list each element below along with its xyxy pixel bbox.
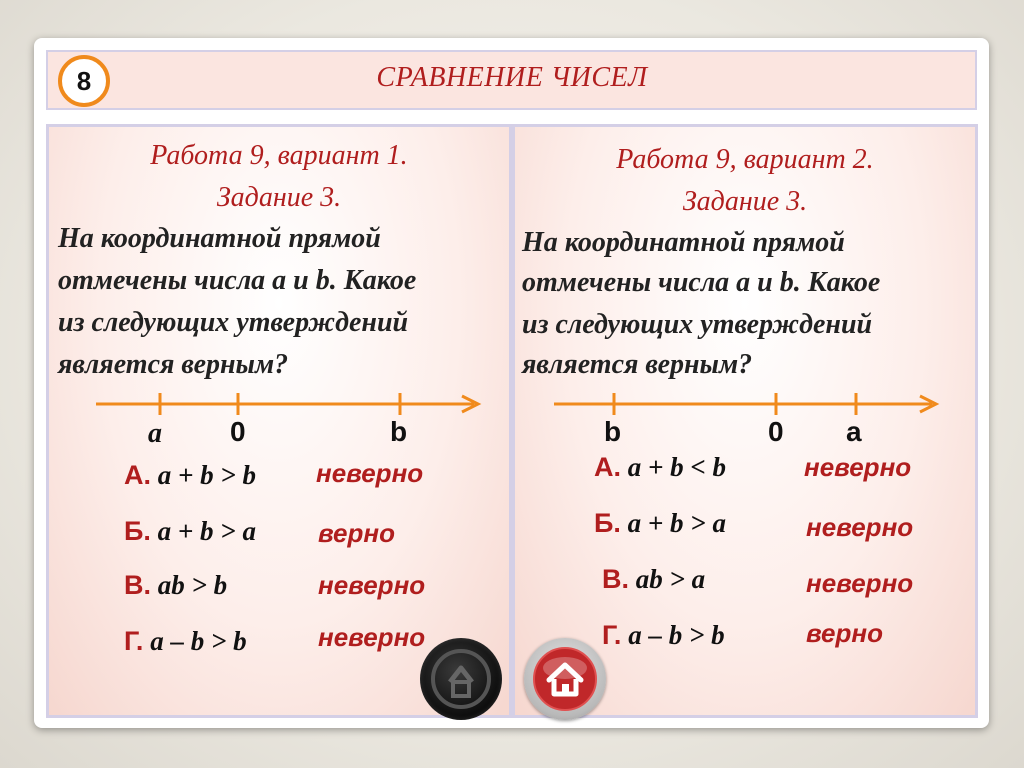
variant-2-option-a: А. a + b < b	[594, 452, 727, 482]
variant-1-option-b: Б. a + b > a	[124, 516, 256, 546]
variant-1-verdict-a: неверно	[316, 458, 424, 488]
variant-1-verdict-b: верно	[318, 518, 395, 548]
axis-label-b: b	[604, 416, 622, 447]
variant-2-task-line: отмечены числа a и b. Какое	[522, 267, 881, 298]
variant-2-task-line: является верным?	[522, 349, 753, 380]
variant-2-verdict-b: неверно	[806, 512, 914, 542]
variant-2-option-b: Б. a + b > a	[594, 508, 726, 538]
variant-1-verdict-d: неверно	[318, 622, 426, 652]
variant-1-option-a: А. a + b > b	[124, 460, 257, 490]
axis-label-a: a	[148, 418, 162, 449]
variant-2-task-line: На координатной прямой	[522, 227, 845, 258]
variant-1-option-c: В. ab > b	[124, 570, 228, 600]
axis-label-b: b	[390, 416, 408, 447]
back-button[interactable]	[420, 638, 502, 720]
back-icon	[420, 638, 502, 720]
slide-number-badge: 8	[58, 55, 110, 107]
variant-2-verdict-d: верно	[806, 618, 883, 648]
variant-1-task-line: является верным?	[58, 349, 289, 380]
variant-1-verdict-c: неверно	[318, 570, 426, 600]
variant-2-option-d: Г. a – b > b	[602, 620, 725, 650]
variant-1-heading-line2: Задание 3.	[216, 182, 342, 213]
variant-2-heading-line2: Задание 3.	[682, 186, 808, 217]
variant-2-task-line: из следующих утверждений	[522, 309, 873, 340]
axis-label-zero: 0	[768, 416, 784, 447]
variant-2-heading-line1: Работа 9, вариант 2.	[616, 144, 874, 175]
home-icon	[524, 638, 606, 720]
home-button[interactable]	[524, 638, 606, 720]
slide-title: СРАВНЕНИЕ ЧИСЕЛ	[376, 62, 648, 93]
variant-2-verdict-a: неверно	[804, 452, 912, 482]
axis-label-zero: 0	[230, 416, 246, 447]
variant-1-task-line: из следующих утверждений	[58, 307, 409, 338]
variant-1-option-d: Г. a – b > b	[124, 626, 247, 656]
variant-1-task-line: На координатной прямой	[58, 223, 381, 254]
axis-label-a: a	[846, 416, 862, 447]
variant-2-verdict-c: неверно	[806, 568, 914, 598]
variant-1-task-line: отмечены числа a и b. Какое	[58, 265, 417, 296]
variant-1-heading-line1: Работа 9, вариант 1.	[150, 140, 408, 171]
variant-2-option-c: В. ab > a	[602, 564, 706, 594]
